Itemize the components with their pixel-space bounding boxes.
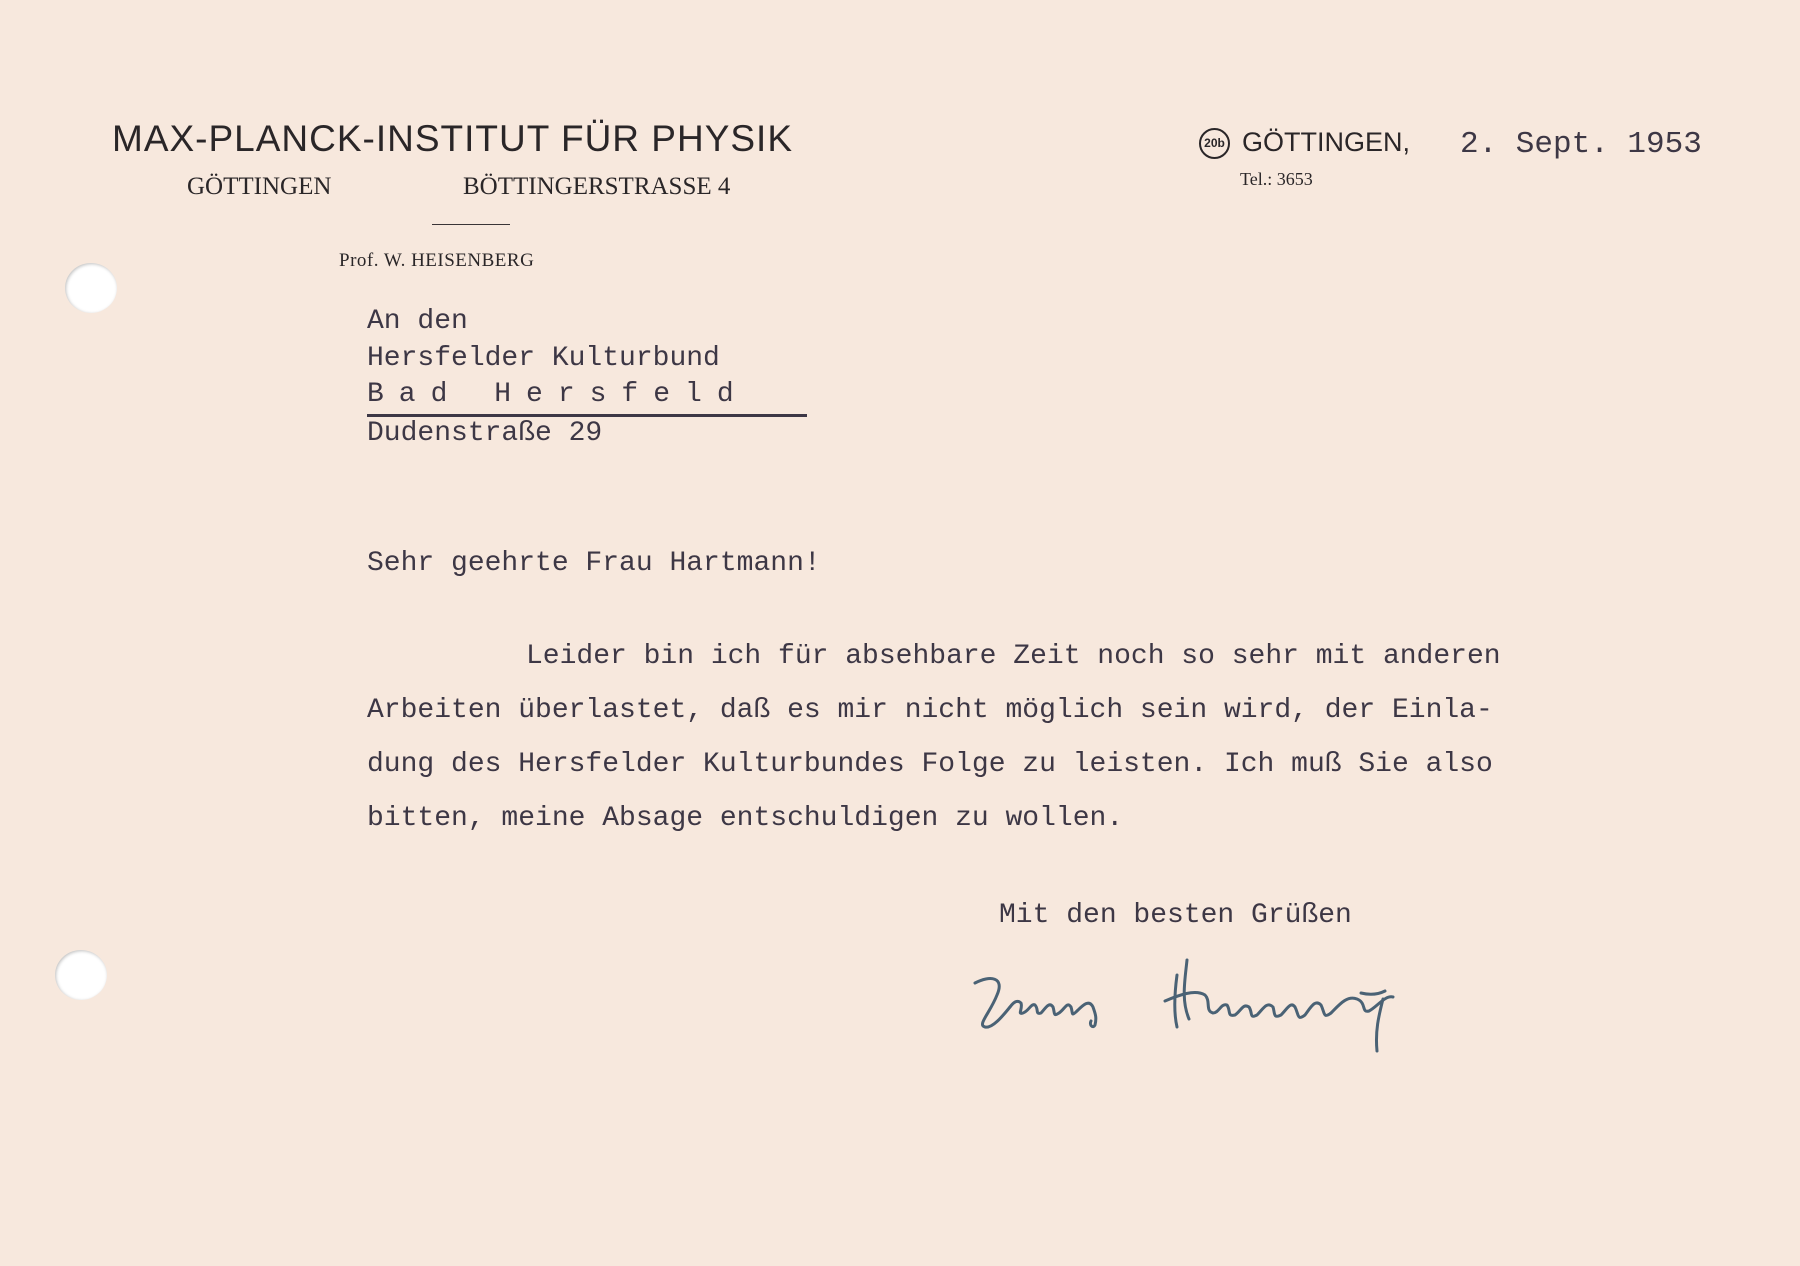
recipient-line-1: An den xyxy=(367,306,468,337)
postal-zone-badge: 20b xyxy=(1199,128,1230,159)
body-line-1: Leider bin ich für absehbare Zeit noch so sehr mit anderen xyxy=(526,641,1501,672)
recipient-underline xyxy=(367,414,807,417)
body-line-4: bitten, meine Absage entschuldigen zu wollen. xyxy=(367,803,1124,834)
salutation: Sehr geehrte Frau Hartmann! xyxy=(367,548,821,579)
closing: Mit den besten Grüßen xyxy=(999,900,1352,931)
recipient-line-4: Dudenstraße 29 xyxy=(367,418,603,449)
handwritten-signature xyxy=(965,955,1445,1055)
recipient-line-2: Hersfelder Kulturbund xyxy=(367,343,720,374)
letter-date: 2. Sept. 1953 xyxy=(1460,127,1702,162)
letterhead-city-right: GÖTTINGEN, xyxy=(1242,127,1410,157)
letterhead-street: BÖTTINGERSTRASSE 4 xyxy=(463,173,731,200)
body-line-3: dung des Hersfelder Kulturbundes Folge zu leisten. Ich muß Sie also xyxy=(367,749,1493,780)
letterhead-divider xyxy=(432,224,510,225)
body-line-2: Arbeiten überlastet, daß es mir nicht möglich sein wird, der Einla- xyxy=(367,695,1493,726)
institute-name: MAX-PLANCK-INSTITUT FÜR PHYSIK xyxy=(112,118,794,159)
recipient-line-3: Bad Hersfeld xyxy=(367,379,749,410)
letterhead-telephone: Tel.: 3653 xyxy=(1240,169,1313,189)
punch-hole-top xyxy=(65,263,117,313)
letterhead-professor: Prof. W. HEISENBERG xyxy=(339,250,535,271)
punch-hole-bottom xyxy=(55,950,107,1000)
letterhead-city: GÖTTINGEN xyxy=(187,173,332,200)
